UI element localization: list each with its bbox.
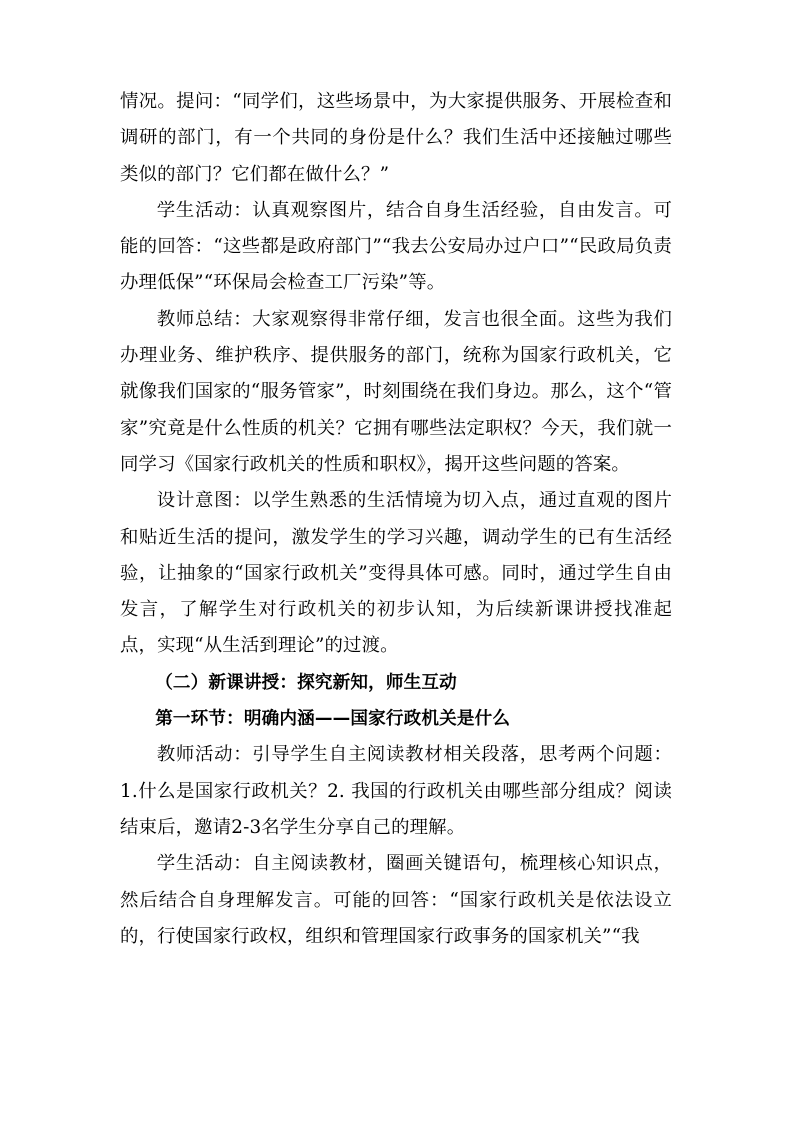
paragraph-student-activity-1: 学生活动：认真观察图片，结合自身生活经验，自由发言。可能的回答：“这些都是政府部门”“我去公安局办过户口”“民政局负责办理低保”“环保局会检查工厂污染”等。 (120, 199, 672, 294)
paragraph-question-continuation: 情况。提问：“同学们，这些场景中，为大家提供服务、开展检查和调研的部门，有一个共同的身份是什么？我们生活中还接触过哪些类似的部门？它们都在做什么？” (120, 91, 672, 185)
subsection-heading-first-step: 第一环节：明确内涵——国家行政机关是什么 (155, 709, 511, 730)
section-heading-new-lesson: （二）新课讲授：探究新知，师生互动 (155, 672, 457, 693)
paragraph-teacher-activity: 教师活动：引导学生自主阅读教材相关段落，思考两个问题：1.什么是国家行政机关？2. 我国的行政机关由哪些部分组成？阅读结束后，邀请2-3名学生分享自己的理解。 (120, 744, 672, 838)
paragraph-teacher-summary: 教师总结：大家观察得非常仔细，发言也很全面。这些为我们办理业务、维护秩序、提供服务的部门，统称为国家行政机关，它就像我们国家的“服务管家”，时刻围绕在我们身边。那么，这个“管家”究竟是什么性质的机关？它拥有哪些法定职权？今天，我们就一同学习《国家行政机关的性质和职权》，揭开这些问题的答案。 (120, 308, 672, 475)
paragraph-student-activity-2: 学生活动：自主阅读教材，圈画关键语句，梳理核心知识点，然后结合自身理解发言。可能的回答：“国家行政机关是依法设立的，行使国家行政权，组织和管理国家行政事务的国家机关”“我 (120, 853, 672, 947)
document-body (120, 84, 672, 955)
paragraph-design-intent: 设计意图：以学生熟悉的生活情境为切入点，通过直观的图片和贴近生活的提问，激发学生的学习兴趣，调动学生的已有生活经验，让抽象的“国家行政机关”变得具体可感。同时，通过学生自由发言，了解学生对行政机关的初步认知，为后续新课讲授找准起点，实现“从生活到理论”的过渡。 (120, 490, 672, 657)
